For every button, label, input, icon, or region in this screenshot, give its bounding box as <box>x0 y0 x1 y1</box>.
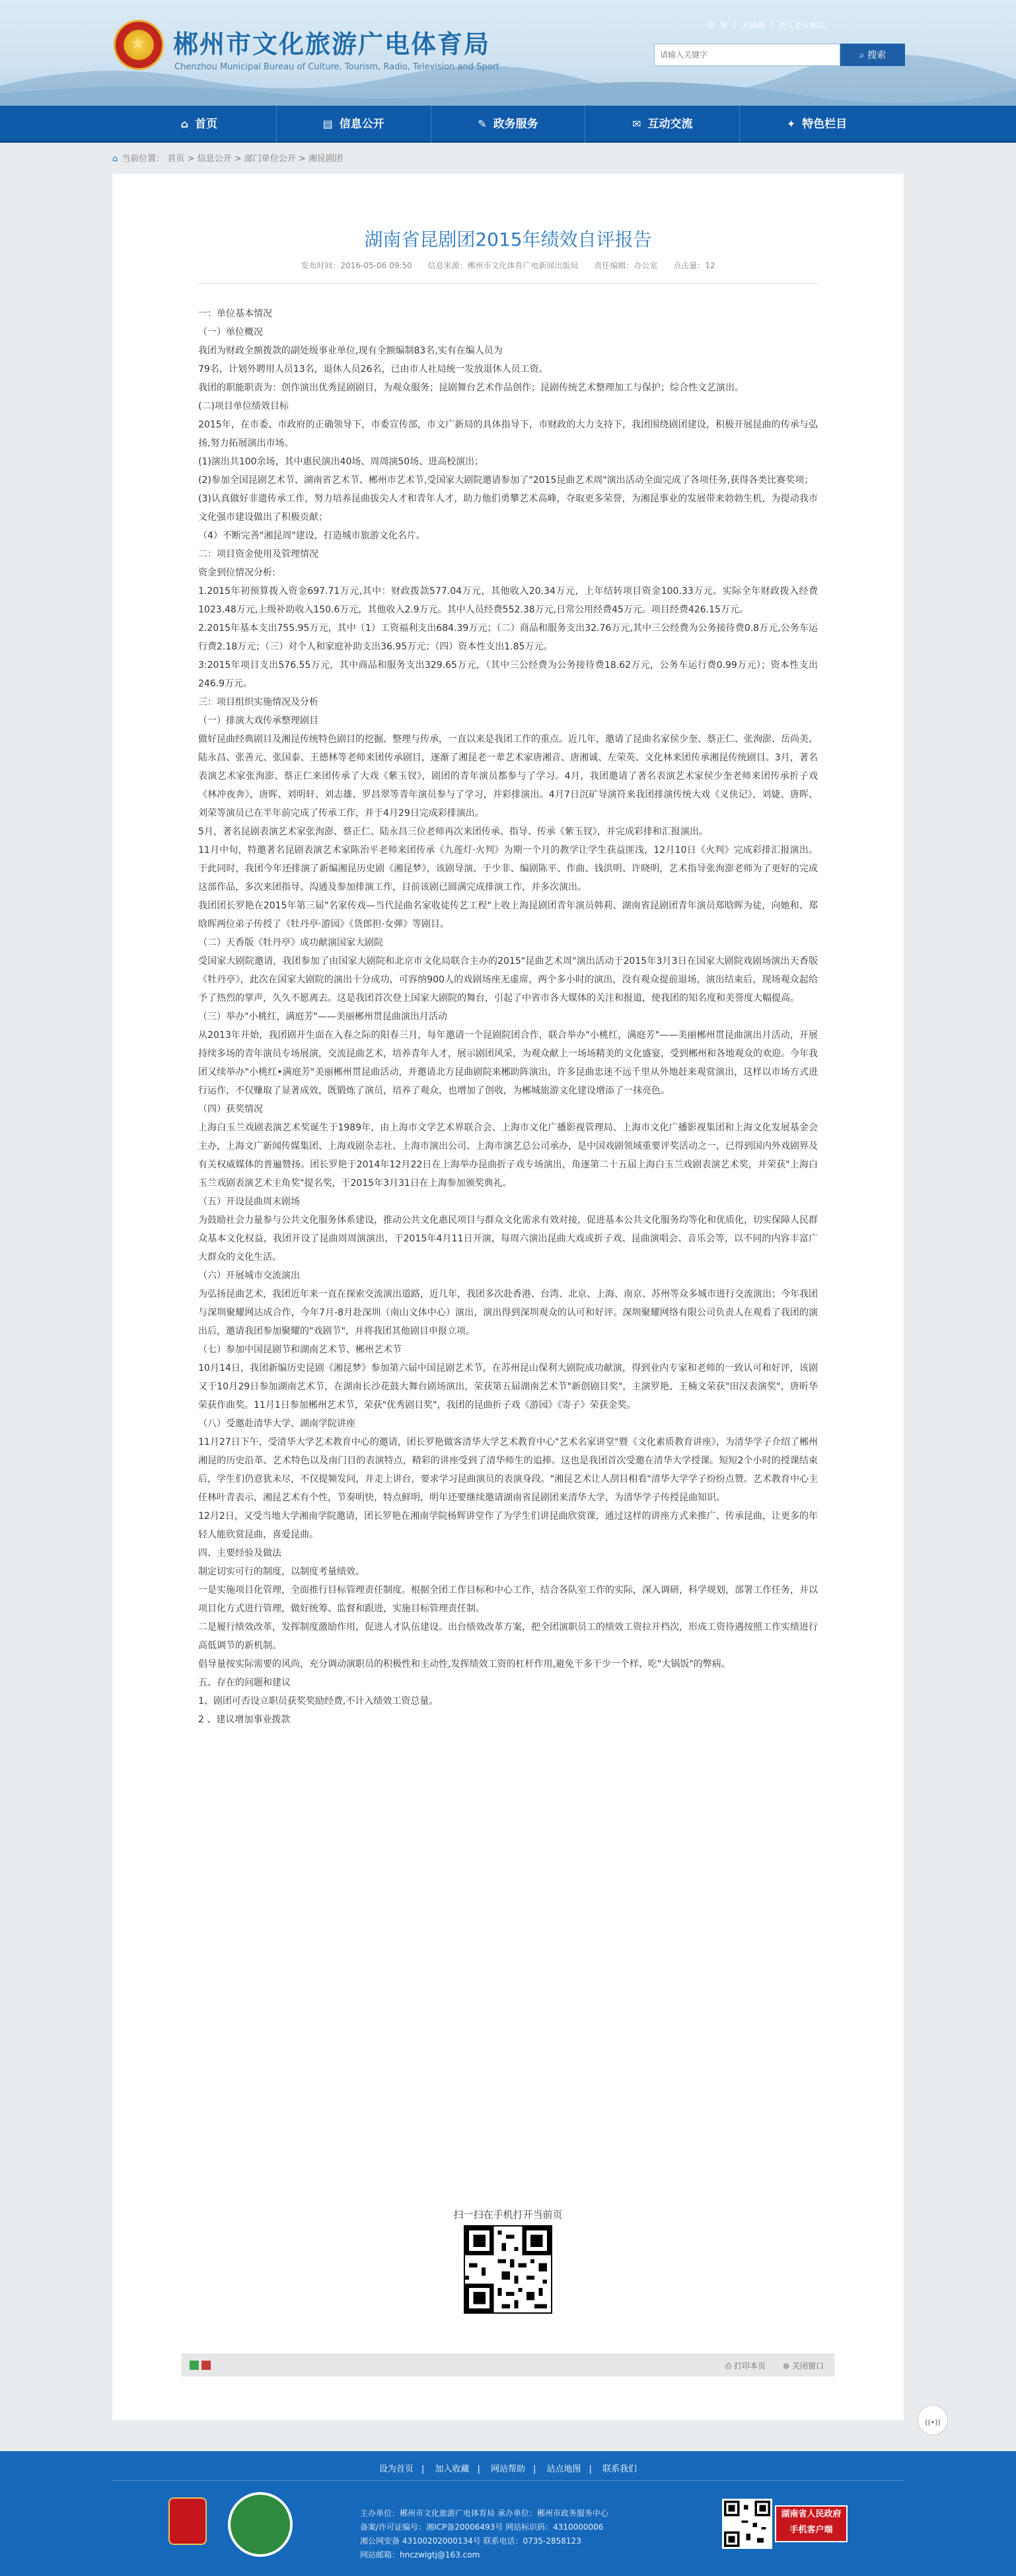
article-paragraph: 11月中旬，特邀著名昆剧表演艺术家陈治平老师来团传承《九莲灯·火判》为期一个月的教学让学生获益匪浅，12月10日《火判》完成彩排汇报演出。于此同时，我团今年还排演了新编湘昆历史剧《湘昆梦》，该剧导演、于少非、编剧陈平、作曲、钱洪明、许晓明，艺术指导张洵澎老师为了更好的完成这部作品，多次来团指导、沟通及参加排演工作，目前该剧已圆满完成排演工作，并多次演出。 <box>198 845 818 893</box>
article-paragraph: 3:2015年项目支出576.55万元，其中商品和服务支出329.65万元，（其中三公经费为公务接待费18.62万元，公务车运行费0.99万元）；资本性支出246.9万元。 <box>198 660 818 689</box>
top-links <box>707 20 826 31</box>
phone-icon-label: 手机客户端 <box>789 2525 833 2535</box>
article-paragraph: 三：项目组织实施情况及分析 <box>198 697 318 708</box>
view-count: 点击量：12 <box>673 261 715 270</box>
star-icon: ✦ <box>786 118 796 130</box>
article-paragraph: （二）天香版《牡丹亭》成功献演国家大剧院 <box>198 938 383 948</box>
breadcrumb-link[interactable]: 部门单位公开 <box>244 154 296 164</box>
breadcrumb: ⌂ 当前位置： 首页 > 信息公开 > 部门单位公开 > 湘昆剧团 <box>112 154 343 164</box>
article-paragraph: 我团的职能职责为：创作演出优秀昆剧剧目，为观众服务；昆剧舞台艺术作品创作；昆剧传统艺术整理加工与保护；综合性文艺演出。 <box>198 383 744 393</box>
document-icon: ▤ <box>322 118 333 130</box>
search-button[interactable]: ⌕ 搜索 <box>840 44 905 66</box>
article-paragraph: 2 、建议增加事业拨款 <box>198 1714 291 1725</box>
elder-mode-link[interactable]: 进入老年模式 <box>778 21 826 30</box>
simplified-link[interactable]: 简 <box>707 21 715 30</box>
article-paragraph: （三）举办"小桃红，满庭芳"——美丽郴州贯昆曲演出月活动 <box>198 1012 447 1022</box>
qr-code <box>464 2225 552 2314</box>
article-paragraph: （4）不断完善"湘昆周"建设，打造城市旅游文化名片。 <box>198 531 425 541</box>
article-paragraph: 上海白玉兰戏剧表演艺术奖诞生于1989年，由上海市文学艺术界联合会、上海市文化广播影视管理局、上海市文化广播影视集团和上海文化发展基金会主办，上海文广新闻传媒集团、上海戏剧杂志社、上海市演出公司、上海市演艺总公司承办，是中国戏剧领域重要评奖活动之一，已得到国内外戏剧界及有关权威媒体的普遍赞扬。团长罗艳于2014年12月22日在上海举办昆曲折子戏专场演出，角逐第二十五届上海白玉兰戏剧表演艺术奖，并荣获"上海白玉兰戏剧表演艺术主角奖"提名奖，于2015年3月31日在上海参加颁奖典礼。 <box>198 1122 818 1189</box>
qr-label: 扫一扫在手机打开当前页 <box>453 2209 563 2221</box>
breadcrumb-bar <box>0 145 1016 171</box>
info-source: 信息来源：郴州市文化体育广电新闻出版局 <box>427 261 579 270</box>
government-website-badge[interactable] <box>228 2492 293 2557</box>
article-paragraph: 制定切实可行的制度，以制度考量绩效。 <box>198 1566 365 1577</box>
nav-item-home[interactable]: ⌂ 首页 <box>122 106 277 143</box>
article-paragraph: 5月，著名昆剧表演艺术家张洵澎、蔡正仁、陆永昌三位老师再次来团传承、指导、传承《紫玉钗》，并完成彩排和汇报演出。 <box>198 827 708 837</box>
separator: | <box>770 20 774 29</box>
article-paragraph: （一）单位概况 <box>198 327 263 338</box>
print-button[interactable]: ⎙ 打印本页 <box>725 2361 766 2371</box>
site-title: 郴州市文化旅游广电体育局 <box>173 30 491 59</box>
breadcrumb-link[interactable]: 首页 <box>167 154 185 164</box>
footer-qr-code <box>722 2499 772 2549</box>
article-paragraph: 五、存在的问题和建议 <box>198 1677 291 1688</box>
publish-date: 发布时间：2016-05-06 09:50 <box>301 261 412 270</box>
search-icon: ⌕ <box>859 50 868 61</box>
party-government-badge[interactable] <box>168 2497 207 2545</box>
article-paragraph: 我团团长罗艳在2015年第三届"名家传戏—当代昆曲名家收徒传艺工程"上收上海昆剧团青年演员韩莉、湖南省昆剧团青年演员郑晗晖为徒，向她和、郑晗晖两位弟子传授了《牡丹亭·游园》《货郎担·女弹》等剧目。 <box>198 901 818 930</box>
article-paragraph: 1.2015年初预算拨入资金697.71万元,其中：财政拨款577.04万元，其他收入20.34万元，上年结转项目资金100.33万元。实际全年财政拨入经费1023.48万元,上级补助收入150.6万元，其他收入2.9万元。其中人员经费552.38万元,日常公用经费45万元。项目经费426.15万元。 <box>198 586 818 615</box>
article-paragraph: （七）参加中国昆剧节和湖南艺术节、郴州艺术节 <box>198 1344 402 1355</box>
article-paragraph: 为弘扬昆曲艺术，我团近年来一直在探索交流演出道路，近几年，我团多次赴香港、台湾、北京、上海、南京、苏州等众多城市进行交流演出；今年我团与深圳聚耀网达成合作，今年7月-8月赴深圳（南山文体中心）演出，演出得到深圳观众的认可和好评。深圳聚耀网络有限公司负责人在观看了我团的演出后，邀请我团参加聚耀的"戏剧节"，并将我团其他剧目申报立项。 <box>198 1289 818 1337</box>
star-icon: ★ <box>130 34 146 54</box>
article-paragraph: 倡导量按实际需要的风尚，充分调动演职员的积极性和主动性,发挥绩效工资的杠杆作用,避免干多干少一个样、吃"大锅饭"的弊病。 <box>198 1659 731 1670</box>
footer-divider <box>112 2480 904 2481</box>
article-paragraph: 11月27日下午，受清华大学艺术教育中心的邀请，团长罗艳做客清华大学艺术教育中心"艺术名家讲堂"暨《文化素质教育讲座》，为清华学子介绍了郴州湘昆的历史沿革、艺术特色以及南门目的表演特点，精彩的讲座受到了清华师生的追捧。这也是我团首次受邀在清华大学授课。短短2个小时的授课结束后，学生们仍意犹未尽，不仅提频发问，并走上讲台，要求学习昆曲演员的表演身段。"湘昆艺术让人刮目相看"清华大学学子纷纷点赞。艺术教育中心主任林叶青表示，湘昆艺术有个性，节奏明快，特点鲜明，明年还要继续邀请湖南省昆剧团来清华大学，为清华学子传授昆曲知识。 <box>198 1437 818 1503</box>
breadcrumb-link[interactable]: 信息公开 <box>197 154 232 164</box>
home-icon: ⌂ <box>180 118 189 130</box>
article-paragraph: （六）开展城市交流演出 <box>198 1270 300 1281</box>
breadcrumb-link[interactable]: 湘昆剧团 <box>308 154 343 164</box>
printer-icon: ⎙ <box>725 2361 735 2371</box>
contact-link[interactable]: 联系我们 <box>602 2464 637 2474</box>
article-toolbar <box>182 2354 834 2376</box>
article-paragraph: 1、剧团可否设立职员获奖奖励经费,不计入绩效工资总量。 <box>198 1696 439 1707</box>
add-favorite-link[interactable]: 加入收藏 <box>435 2464 470 2474</box>
weibo-icon[interactable] <box>201 2361 211 2370</box>
article-paragraph: 我团为财政全额拨款的副处级事业单位,现有全额编制83名,实有在编人员为 <box>198 346 503 356</box>
article-paragraph: 79名，计划外聘用人员13名，退休人员26名，已由市人社局统一发放退休人员工资。 <box>198 364 548 375</box>
nav-item-services[interactable]: ✎ 政务服务 <box>431 106 586 143</box>
article-paragraph: (3)认真做好非遗传承工作，努力培养昆曲拔尖人才和青年人才，助力他们勇攀艺术高峰，夺取更多荣誉，为湘昆事业的发展带来勃勃生机，为提动我市文化强市建设做出了积极贡献； <box>198 494 818 523</box>
footer-line: 湘公网安备 43100202000134号 联系电话：0735-2858123 <box>360 2536 581 2546</box>
article-paragraph: 一：单位基本情况 <box>198 309 272 319</box>
article-paragraph: 资金到位情况分析: <box>198 568 275 578</box>
pen-icon: ✎ <box>478 118 487 130</box>
wechat-icon[interactable] <box>190 2361 199 2370</box>
footer-line: 网站邮箱：hnczwlgtj@163.com <box>360 2550 480 2559</box>
site-subtitle: Chenzhou Municipal Bureau of Culture, Tourism, Radio, Television and Sport <box>174 62 499 72</box>
article-paragraph: 2015年，在市委、市政府的正确领导下，市委宣传部，市文广新局的具体指导下，市财政的大力支持下，我团围绕剧团建设，积极开展昆曲的传承与弘扬,努力拓展演出市场。 <box>198 420 818 449</box>
footer-links: 设为首页 | 加入收藏 | 网站帮助 | 站点地图 | 联系我们 <box>379 2464 637 2474</box>
footer-line: 备案/许可证编号：湘ICP备20006493号 网站标识码：4310000006 <box>360 2522 604 2532</box>
close-icon: ⊗ <box>783 2361 792 2371</box>
article-paragraph: (1)演出共100余场，其中惠民演出40场、周周演50场、进高校演出； <box>198 457 484 467</box>
traditional-link[interactable]: 繁 <box>720 21 729 30</box>
eye-icon: ((•)) <box>925 2418 941 2427</box>
nav-item-special[interactable]: ✦ 特色栏目 <box>786 118 848 131</box>
footer-info <box>360 2507 704 2562</box>
article-meta <box>112 260 904 271</box>
article-paragraph: (2)参加全国昆剧艺术节、湖南省艺术节、郴州市艺术节,受国家大剧院邀请参加了"2015昆曲艺术周"演出活动全面完成了各项任务,获得各类比赛奖项； <box>198 475 814 486</box>
nav-item-info[interactable]: ▤ 信息公开 <box>277 106 431 143</box>
article-paragraph: 受国家大剧院邀请，我团参加了由国家大剧院和北京市文化局联合主办的2015"昆曲艺术周"演出活动于2015年3月3日在国家大剧院戏剧场演出天香版《牡丹亭》，此次在国家大剧院的演出十分成功，可容纳900人的戏剧场座无虚席，两个多小时的演出，没有观众提前退场，演出结束后，现场观众起给予了热烈的掌声，久久不愿离去。这是我团首次登上国家大剧院的舞台，引起了中省市各大媒体的关注和报道，使我团的知名度和美誉度大幅提高。 <box>198 956 818 1004</box>
accessibility-link[interactable]: 无障碍 <box>741 21 766 30</box>
article-paragraph: 2.2015年基本支出755.95万元，其中（1）工资福利支出684.39万元；（二）商品和服务支出32.76万元,其中三公经费为公务接待费0.8万元,公务车运行费2.18万元；（三）对个人和家庭补助支出36.95万元；（四）资本性支出1.85万元。 <box>198 623 818 652</box>
set-homepage-link[interactable]: 设为首页 <box>379 2464 414 2474</box>
search-input[interactable] <box>654 44 840 66</box>
separator: | <box>733 20 737 29</box>
header <box>0 0 1016 106</box>
footer <box>0 2451 1016 2576</box>
help-link[interactable]: 网站帮助 <box>490 2464 525 2474</box>
sitemap-link[interactable]: 站点地图 <box>546 2464 581 2474</box>
article-paragraph: 为鼓励社会力量参与公共文化服务体系建设，推动公共文化惠民项目与群众文化需求有效对接，促进基本公共文化服务均等化和优质化，切实保障人民群众基本文化权益，我团开设了昆曲周周演演出，于2015年4月11日开演，每周六演出昆曲大戏或折子戏、昆曲演唱会、音乐会等，以不同的内容丰富广大群众的文化生活。 <box>198 1215 818 1263</box>
close-window-button[interactable]: ⊗ 关闭窗口 <box>783 2361 824 2371</box>
mobile-app-badge[interactable]: 湖南省人民政府 手机客户端 <box>775 2505 848 2542</box>
article-paragraph: 从2013年开始，我团剧开生面在入春之际的阳春三月，每年邀请一个昆剧院团合作，联合举办"小桃红，满庭芳"——美丽郴州贯昆曲演出月活动，开展持续多场的青年演员专场展演，交流昆曲艺术，培养青年人才，展示剧团风采，为观众献上一场场精美的文化盛宴，受到郴州和各地观众的欢迎。今年我团又续举办"小桃红•满庭芳"美丽郴州贯昆曲活动，并邀请北方昆曲剧院来郴助阵演出，许多昆曲忠迷不远千里从外地赶来观赏演出，这样以市场方式进行运作，不仅赚取了显著成效，既锻炼了演员，培养了观众，也增加了创收，为郴城旅游文化建设增添了一抹亮色。 <box>198 1030 818 1096</box>
article-paragraph: （一）排演大戏传承整理剧目 <box>198 716 318 726</box>
main-nav <box>0 106 1016 143</box>
article-title: 湖南省昆剧团2015年绩效自评报告 <box>364 229 652 250</box>
article-paragraph: (二)项目单位绩效目标 <box>198 401 289 412</box>
article-paragraph: （五）开设昆曲周末剧场 <box>198 1196 300 1207</box>
article-paragraph: 四、主要经验及做法 <box>198 1548 281 1559</box>
home-icon: ⌂ <box>112 154 118 164</box>
search-bar <box>654 44 905 66</box>
nav-item-interaction[interactable]: ✉ 互动交流 <box>585 106 740 143</box>
article-paragraph: 二：项目资金使用及管理情况 <box>198 549 318 560</box>
mail-icon: ✉ <box>632 118 641 130</box>
article-ops <box>725 2360 824 2371</box>
footer-line: 主办单位：郴州市文化旅游广电体育局 承办单位：郴州市政务服务中心 <box>360 2509 608 2518</box>
divider <box>198 283 818 284</box>
editor: 责任编辑：办公室 <box>594 261 658 270</box>
accessibility-float-button[interactable] <box>918 2405 948 2435</box>
article-paragraph: 一是实施项目化管理，全面推行目标管理责任制度。根据全团工作目标和中心工作，结合各队室工作的实际，深入调研，科学规划，部署工作任务，并以项目化方式进行管理，做好统筹、监督和跟进，实施目标管理责任制。 <box>198 1585 818 1614</box>
article-container <box>112 174 904 2420</box>
article-paragraph: 10月14日，我团新编历史昆剧《湘昆梦》参加第六届中国昆剧艺术节，在苏州昆山保利大剧院成功献演，得到业内专家和老师的一致认可和好评，该剧又于10月29日参加湖南艺术节，在湖南长沙花鼓大舞台剧场演出，荣获第五届湖南艺术节"新创剧目奖"，主演罗艳、王楠文荣获"田汉表演奖"，唐昕华荣获作曲奖。11月1日参加郴州艺术节，荣获"优秀剧目奖"，我团的昆曲折子戏《游园》《寄子》荣获金奖。 <box>198 1363 818 1411</box>
article-paragraph: 12月2日，又受当地大学湘南学院邀请，团长罗艳在湘南学院杨辉讲堂作了为学生们讲昆曲欣赏课，通过这样的讲座方式来推广、传承昆曲，让更多的年轻人能欣赏昆曲，喜爱昆曲。 <box>198 1511 818 1540</box>
national-emblem-logo <box>114 20 164 70</box>
article-paragraph: 二是履行绩效改革，发挥制度激励作用，促进人才队伍建设。出台绩效改革方案，把全团演职员工的绩效工资拉开档次，形成工资待遇按照工作实绩进行高低调节的新机制。 <box>198 1622 818 1651</box>
article-paragraph: 做好昆曲经典剧目及湘昆传统特色剧目的挖掘、整理与传承，一直以来是我团工作的重点。近几年，邀请了昆曲名家侯少奎、蔡正仁、张洵澎、岳尚美、陆永昌、张善元、张国泰、王德林等老师来团传承剧目，逐渐了湘昆老一辈艺术家唐湘音、唐湘诚、左荣英、文化林来团传承湘昆传统剧目。3月，著名表演艺术家张洵澎、蔡正仁来团传承了大戏《紫玉钗》，剧团的青年演员都参与了学习。4月，我团邀请了著名表演艺术家侯少奎老师来团传承折子戏《林冲夜奔》，唐晖、刘明轩、刘志雄、罗昌翠等青年演员参与了学习，并彩排演出。4月7日沉矿导演符来我团排演传统大戏《义侠记》，刘婕、唐晖、刘荣等演员已在半年前完成了传承工作，并于4月29日完成彩排演出。 <box>198 734 818 819</box>
article-paragraph: （八）受邀赴清华大学、湖南学院讲座 <box>198 1418 355 1429</box>
article-body <box>198 305 818 1729</box>
article-paragraph: （四）获奖情况 <box>198 1104 263 1115</box>
share-icons[interactable] <box>190 2361 212 2371</box>
